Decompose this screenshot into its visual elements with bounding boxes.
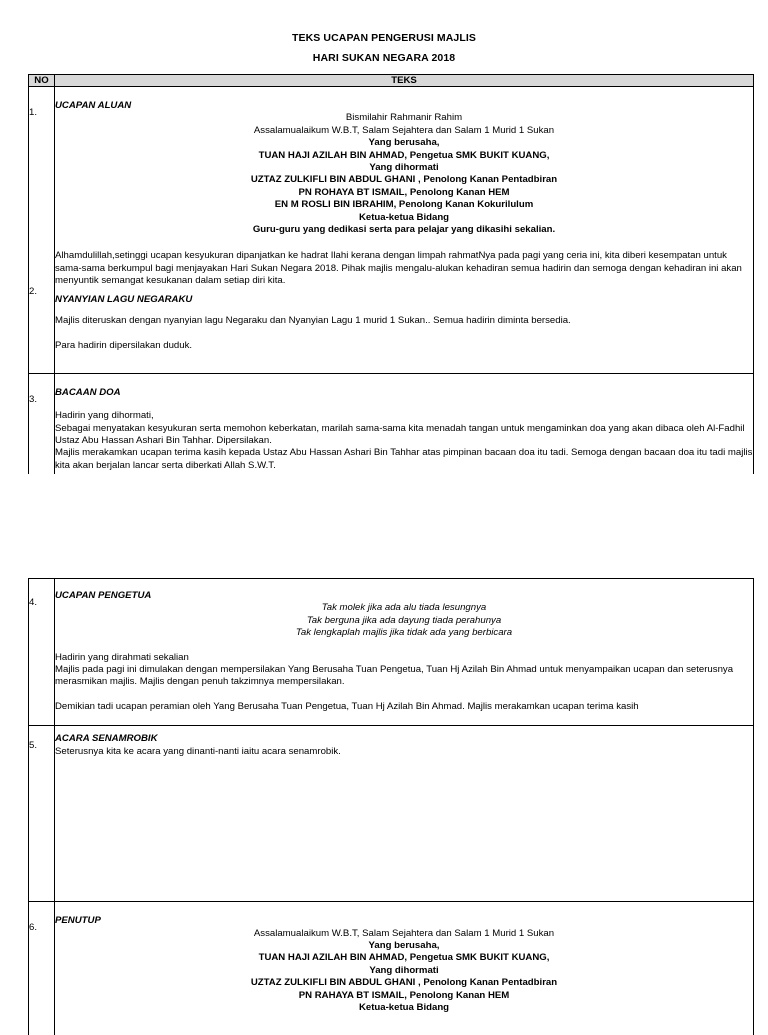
table-row [29,87,754,288]
section-title: PENUTUP [55,915,101,927]
paragraph: Demikian tadi ucapan peramian oleh Yang Berusaha Tuan Pengetua, Tuan Hj Azilah Bin Ahmad. Majlis merakamkan ucapan terima kasih [55,700,639,712]
section-senamrobik [55,726,754,902]
document-subtitle: HARI SUKAN NEGARA 2018 [312,52,456,64]
text-line: Assalamualaikum W.B.T, Salam Sejahtera dan Salam 1 Murid 1 Sukan [253,927,555,939]
table-row [29,726,754,902]
text-line: TUAN HAJI AZILAH BIN AHMAD, Pengetua SMK BUKIT KUANG, [258,952,550,964]
text-line: Yang berusaha, [368,940,440,952]
paragraph: Majlis pada pagi ini dimulakan dengan mempersilakan Yang Berusaha Tuan Pengetua, Tuan Hj Azilah Bin Ahmad untuk menyampaikan ucapan dan seterusnya merasmikan majlis. Majlis dengan penuh takzimnya mempersilakan. [55,664,734,688]
pantun-line: Tak berguna jika ada dayung tiada perahunya [306,614,502,626]
paragraph: Majlis merakamkan ucapan terima kasih kepada Ustaz Abu Hassan Ashari Bin Tahhar atas pimpinan bacaan doa itu tadi. Semoga dengan bacaan doa itu tadi majlis kita akan berjalan lancar serta diberkati Allah S.W.T. [55,447,753,471]
text-line: Guru-guru yang dedikasi serta para pelajar yang dikasihi sekalian. [252,224,556,236]
text-line: PN ROHAYA BT ISMAIL, Penolong Kanan HEM [298,186,510,198]
row-number: 3. [29,373,55,474]
row-number [29,285,55,374]
section-title: ACARA SENAMROBIK [55,733,158,745]
row-number: 1. [29,87,55,288]
section-title: BACAAN DOA [55,386,121,398]
text-line: PN RAHAYA BT ISMAIL, Penolong Kanan HEM [298,989,510,1001]
section-title: UCAPAN PENGETUA [55,590,152,601]
text-line: UZTAZ ZULKIFLI BIN ABDUL GHANI , Penolong Kanan Pentadbiran [250,174,558,186]
section-ucapan-pengetua [55,579,754,726]
text-line: TUAN HAJI AZILAH BIN AHMAD, Pengetua SMK BUKIT KUANG, [258,149,550,161]
paragraph: Alhamdulillah,setinggi ucapan kesyukuran dipanjatkan ke hadrat Ilahi kerana dengan limpah rahmatNya pada pagi yang ceria ini, kita diberi kesempatan untuk sama-sama berkumpul bagi menjayakan Hari Sukan Negara 2018. Pihak majlis mengalu-alukan kehadiran semua hadirin dan semoga dengan kehadiran ini akan menyuntik semangat kesukanan dalam setiap diri kita. [55,250,742,287]
pantun-line: Tak lengkaplah majlis jika tidak ada yang berbicara [295,627,513,639]
text-line: Hadirin yang dirahmati sekalian [55,651,189,663]
text-line: Seterusnya kita ke acara yang dinanti-nanti iaitu acara senamrobik. [55,745,341,757]
text-line: Assalamualaikum W.B.T, Salam Sejahtera dan Salam 1 Murid 1 Sukan [253,124,555,136]
row-number-text: 2. [29,285,38,297]
section-title: NYANYIAN LAGU NEGARAKU [55,293,193,305]
section-title: UCAPAN ALUAN [55,100,132,111]
text-line: Ketua-ketua Bidang [358,1002,450,1014]
section-bacaan-doa [55,373,754,474]
row-number: 4. [29,579,55,726]
row-number: 6. [29,902,55,1035]
text-line: Hadirin yang dihormati, [55,410,154,422]
speech-table-1 [28,74,754,474]
document-title: TEKS UCAPAN PENGERUSI MAJLIS [291,32,477,44]
paragraph: Sebagai menyatakan kesyukuran serta memohon keberkatan, marilah sama-sama kita menadah tangan untuk mengaminkan doa yang akan dibaca oleh Al-Fadhil Ustaz Abu Hassan Ashari Bin Tahhar. Dipersilakan. [55,422,745,446]
text-line: Yang dihormati [369,964,439,976]
section-penutup [55,902,754,1035]
row-number: 5. [29,726,55,902]
column-header-no: NO [29,75,55,87]
text-line: Bismilahir Rahmanir Rahim [345,112,463,124]
text-line: Ketua-ketua Bidang [358,211,450,223]
paragraph: Majlis diteruskan dengan nyanyian lagu Negaraku dan Nyanyian Lagu 1 murid 1 Sukan.. Semua hadirin diminta bersedia. [55,315,571,327]
table-row [29,288,754,374]
table-row [29,902,754,1035]
table-row [29,579,754,726]
speech-table-2 [28,578,754,1035]
table-row [29,373,754,474]
section-lagu-negaraku [55,288,754,374]
table-header-row [29,75,754,87]
pantun-line: Tak molek jika ada alu tiada lesungnya [321,602,487,614]
text-line: EN M ROSLI BIN IBRAHIM, Penolong Kanan Kokurilulum [274,199,534,211]
section-ucapan-aluan [55,87,754,288]
text-line: UZTAZ ZULKIFLI BIN ABDUL GHANI , Penolong Kanan Pentadbiran [250,977,558,989]
text-line: Yang berusaha, [368,137,440,149]
paragraph: Para hadirin dipersilakan duduk. [55,339,193,351]
text-line: Yang dihormati [369,162,439,174]
column-header-teks: TEKS [55,75,754,87]
